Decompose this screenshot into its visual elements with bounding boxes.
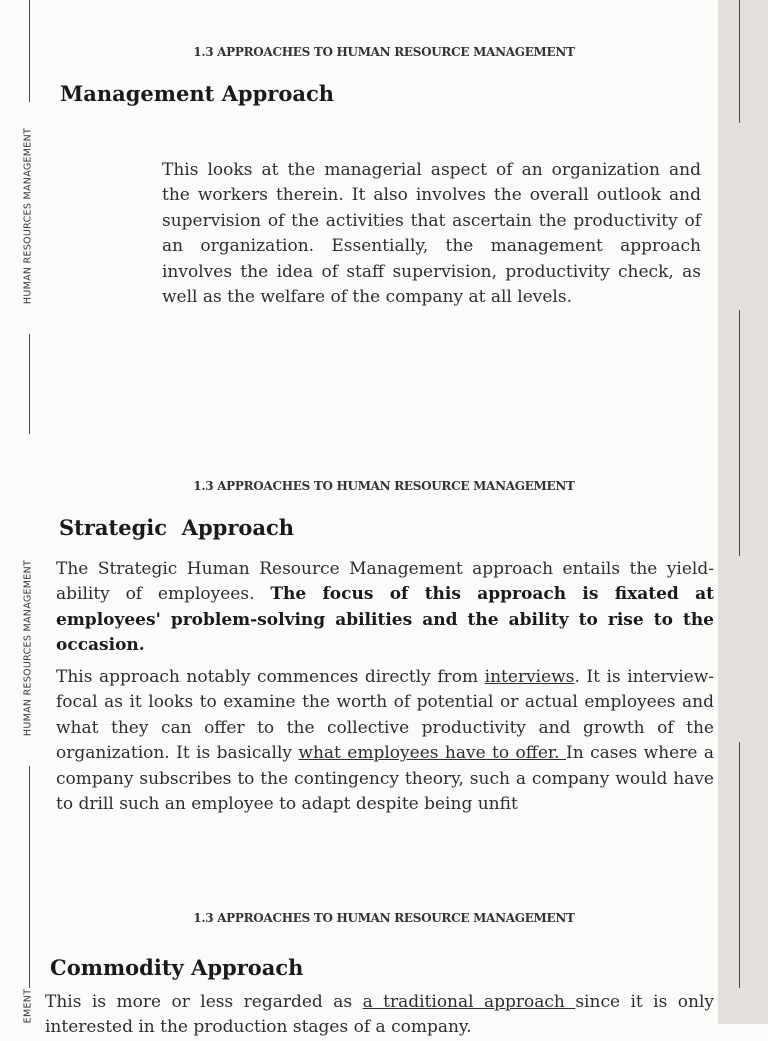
body-paragraph bbox=[45, 990, 714, 1041]
section-title: Management Approach bbox=[60, 81, 335, 106]
right-gutter bbox=[718, 0, 768, 1024]
interviews-link[interactable]: interviews bbox=[484, 667, 575, 687]
paragraph-text: . It is interview-focal as it looks to examine the worth of potential or actual employees and what they can offer to the collective productivity and growth of the organization. It is basically bbox=[56, 667, 715, 764]
body-paragraph: This looks at the managerial aspect of an organization and the workers therein. It also involves the overall outlook and supervision of the activities that ascertain the productivity of an organization. Essentially, the management approach involves the idea of staff supervision, productivity check, as well as the welfare of the company at all levels. bbox=[162, 160, 701, 308]
paragraph-text: This is more or less regarded as bbox=[45, 992, 363, 1012]
emphasis-text: The focus of this approach is fixated at employees' problem-solving abilities and the ability to rise to the o bbox=[56, 584, 714, 656]
spine-rule bbox=[29, 766, 30, 988]
paragraph-text: This approach notably commences directly from bbox=[56, 667, 485, 687]
traditional-approach-link[interactable]: a traditional approach bbox=[362, 992, 576, 1012]
spine-label-text: EMENT bbox=[22, 988, 34, 1024]
section-title: Commodity Approach bbox=[50, 955, 304, 980]
running-header: 1.3 APPROACHES TO HUMAN RESOURCE MANAGEMENT bbox=[193, 911, 575, 925]
body-paragraph bbox=[56, 557, 714, 659]
paragraph-text: The Strategic Human Resource Management approach entails the yield-ability of employees. bbox=[56, 559, 714, 605]
gutter-rule bbox=[739, 742, 740, 988]
section-title: Strategic Approach bbox=[59, 515, 295, 540]
gutter-rule bbox=[739, 0, 740, 123]
gutter-rule bbox=[739, 310, 740, 556]
employees-offer-link[interactable]: what employees have to offer. bbox=[298, 743, 566, 764]
spine-label-text: HUMAN RESOURCES MANAGEMENT bbox=[22, 127, 34, 305]
body-paragraph bbox=[56, 665, 714, 817]
paragraph-text: In cases where a company subscribes to the contingency theory, such a company would have to drill such an employee to adapt despite being unfit bbox=[56, 743, 714, 815]
running-header: 1.3 APPROACHES TO HUMAN RESOURCE MANAGEMENT bbox=[193, 45, 575, 59]
paragraph-text: since it is only interested in the production stages of a company. bbox=[45, 992, 714, 1038]
spine-rule bbox=[29, 334, 30, 434]
running-header: 1.3 APPROACHES TO HUMAN RESOURCE MANAGEMENT bbox=[193, 479, 575, 493]
spine-label-text: HUMAN RESOURCES MANAGEMENT bbox=[22, 559, 34, 737]
emphasis-text: ccasion. bbox=[67, 635, 145, 656]
